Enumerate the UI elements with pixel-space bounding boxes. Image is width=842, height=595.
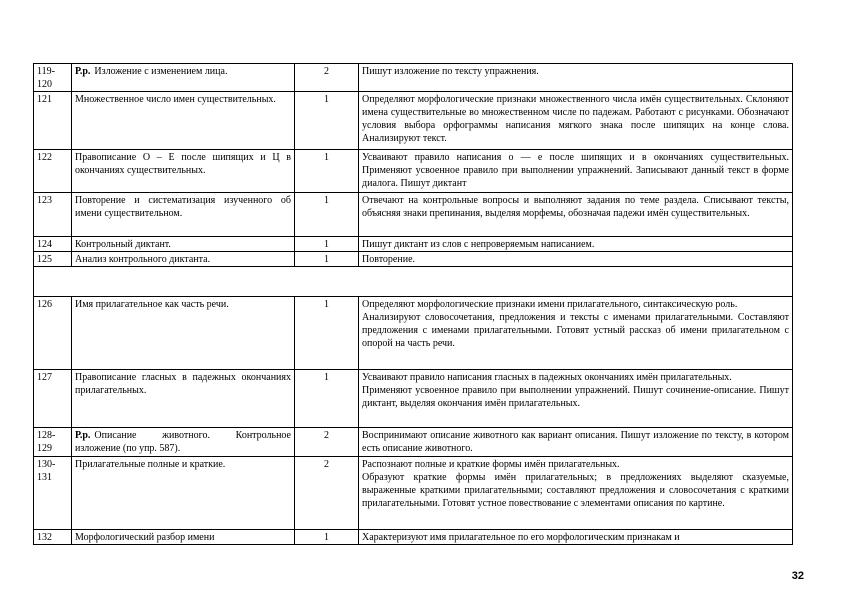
lesson-hours: 1 [295,193,359,237]
activity-text: Анализируют словосочетания, предложения и тексты с именами прилагательными. Составляют предложения с именами прилагательными. Готовят устный рассказ об имени прилагательном с опорой на часть речи. [362,312,789,349]
activity-text: Определяют морфологические признаки имени прилагательного, синтаксическую роль. [362,299,738,310]
section-spacer-row [34,267,793,297]
activity-text: Применяют усвоенное правило при выполнении упражнений. Пишут сочинение-описание. Пишут диктант, выделяя окончания имён прилагательных. [362,385,789,409]
page-number: 32 [791,570,804,582]
lesson-topic-text: Повторение и систематизация изученного об имени существительном. [75,195,291,219]
table-row [34,297,793,370]
table-row [34,530,793,545]
lesson-number: 128-129 [34,428,72,457]
lesson-hours: 1 [295,297,359,370]
lesson-activities [359,150,793,193]
table-row [34,64,793,92]
table-row [34,252,793,267]
lesson-number: 122 [34,150,72,193]
table-row [34,92,793,150]
lesson-topic [72,237,295,252]
lesson-activities [359,237,793,252]
table-row [34,457,793,530]
lesson-activities [359,193,793,237]
lesson-topic [72,193,295,237]
lesson-topic [72,370,295,428]
lesson-topic [72,457,295,530]
table-row [34,193,793,237]
lesson-activities [359,530,793,545]
activity-text: Усваивают правило написания гласных в падежных окончаниях имён прилагательных. [362,372,732,383]
lesson-topic [72,150,295,193]
activity-text: Усваивают правило написания о — е после шипящих и в окончаниях существительных. Применяют усвоенное правило при выполнении упражнений. Записывают данный текст в форме диалога. Пишут диктант [362,152,789,189]
lesson-hours: 1 [295,530,359,545]
lesson-topic-text: Контрольный диктант. [75,239,171,250]
activity-text: Повторение. [362,254,416,265]
lesson-number: 126 [34,297,72,370]
lesson-number: 125 [34,252,72,267]
lesson-topic [72,297,295,370]
lesson-topic-text: Имя прилагательное как часть речи. [75,299,229,310]
lesson-hours: 2 [295,428,359,457]
activity-text: Определяют морфологические признаки множественного числа имён существительных. Склоняют имена существительные во множественном числе по падежам. Работают с рисунками. Обозначают условия выбора орфограммы написания мягкого знака после шипящих на конце слова. Анализируют текст. [362,94,789,144]
lesson-topic-text: Морфологический разбор имени [75,532,215,543]
lesson-number: 119-120 [34,64,72,92]
activity-text: Отвечают на контрольные вопросы и выполняют задания по теме раздела. Списывают тексты, объясняя знаки препинания, выделяя морфемы, обозначая падежи имён существительных. [362,195,789,219]
activity-text: Пишут диктант из слов с непроверяемым написанием. [362,239,595,250]
activity-text: Пишут изложение по тексту упражнения. [362,66,539,77]
lesson-topic-text: Изложение с изменением лица. [94,66,228,77]
lesson-tag: Р.р. [75,66,91,77]
lesson-number: 123 [34,193,72,237]
activity-text: Характеризуют имя прилагательное по его морфологическим признакам и [362,532,680,543]
lesson-activities [359,297,793,370]
lesson-topic [72,92,295,150]
section-spacer [34,267,793,297]
lesson-topic-text: Описание животного. Контрольное изложение (по упр. 587). [75,430,291,454]
lesson-hours: 1 [295,150,359,193]
activity-text: Образуют краткие формы имён прилагательных; в предложениях выделяют сказуемые, выраженные краткими прилагательными; составляют предложения и словосочетания с краткими прилагательными. Готовят устное повествование с элементами описания по картине. [362,472,789,509]
lesson-topic-text: Правописание О – Е после шипящих и Ц в окончаниях существительных. [75,152,291,176]
lesson-topic-text: Прилагательные полные и краткие. [75,459,226,470]
lesson-activities [359,92,793,150]
lesson-topic-text: Множественное число имен существительных. [75,94,276,105]
lesson-tag: Р.р. [75,430,91,441]
lesson-hours: 1 [295,92,359,150]
lesson-topic-text: Правописание гласных в падежных окончаниях прилагательных. [75,372,291,396]
activity-text: Распознают полные и краткие формы имён прилагательных. [362,459,620,470]
lesson-number: 127 [34,370,72,428]
lesson-number: 124 [34,237,72,252]
lesson-hours: 1 [295,252,359,267]
lesson-topic [72,252,295,267]
table-row [34,370,793,428]
table-row [34,150,793,193]
lesson-plan-table [33,63,793,545]
lesson-hours: 1 [295,237,359,252]
lesson-number: 130-131 [34,457,72,530]
lesson-hours: 2 [295,457,359,530]
lesson-activities [359,428,793,457]
lesson-hours: 1 [295,370,359,428]
lesson-topic [72,428,295,457]
lesson-number: 132 [34,530,72,545]
lesson-plan-body [34,64,793,545]
lesson-hours: 2 [295,64,359,92]
activity-text: Воспринимают описание животного как вариант описания. Пишут изложение по тексту, в котором есть описание животного. [362,430,789,454]
lesson-topic [72,530,295,545]
lesson-activities [359,64,793,92]
table-row [34,237,793,252]
lesson-topic [72,64,295,92]
lesson-activities [359,370,793,428]
lesson-topic-text: Анализ контрольного диктанта. [75,254,211,265]
lesson-number: 121 [34,92,72,150]
lesson-activities [359,457,793,530]
table-row [34,428,793,457]
lesson-activities [359,252,793,267]
